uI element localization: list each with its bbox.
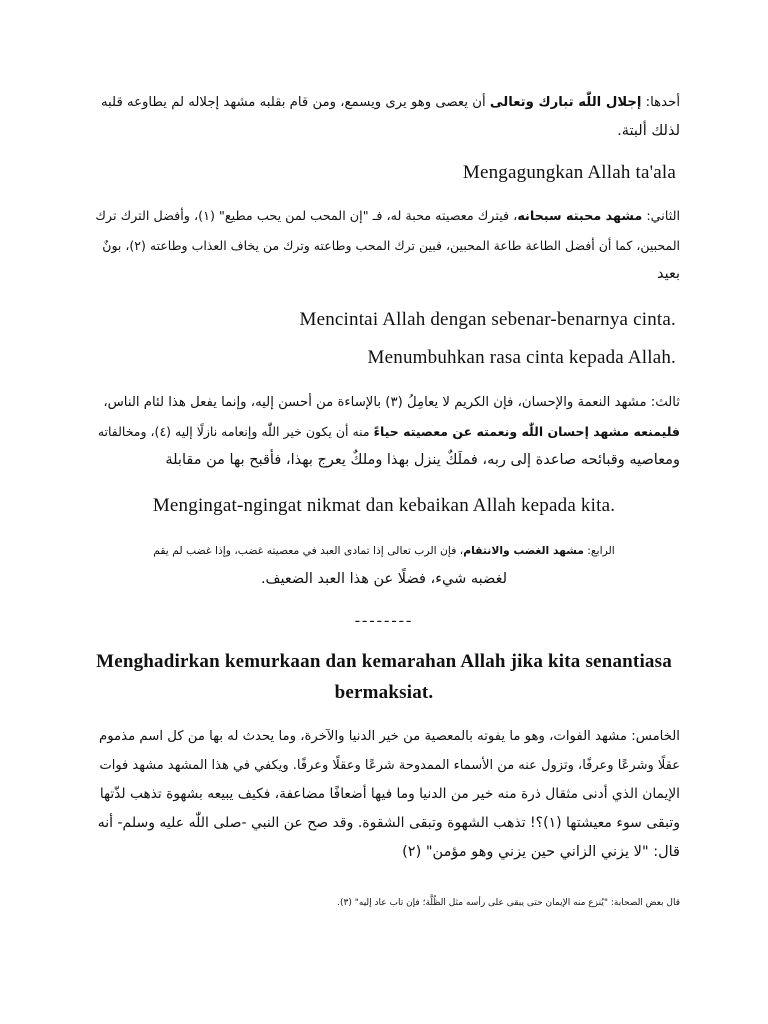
arabic-paragraph-second — [0, 202, 768, 289]
bold-phrase: مشهد الغضب والانتقام — [463, 544, 584, 557]
text-line: ومعاصيه وقبائحه صاعدة إلى ربه، فملَكٌ ينزل بهذا وملكٌ يعرج بهذا، فأقبح بها من مقابلة — [165, 452, 680, 468]
translation-heading-5-line2: bermaksiat. — [334, 682, 434, 703]
text-span: أن يعصى وهو يرى ويسمع، ومن قام بقلبه مشهد إجلاله لم يطاوعه قلبه — [100, 95, 490, 110]
text-span: منه أن يكون خير اللّٰه وإنعامه نازلًا إليه (٤)، ومخالفاته — [97, 424, 374, 439]
text-line: لذلك ألبتة. — [617, 123, 680, 139]
text-line — [95, 202, 680, 231]
text-span: ، فإن الرب تعالى إذا تمادى العبد في معصيته غضب، وإذا غضب لم يقم — [153, 544, 464, 557]
text-line: الخامس: مشهد الفوات، وهو ما يفوته بالمعصية من خير الدنيا والآخرة، وما يحدث له بها من كل اسم مذموم — [99, 729, 680, 744]
bold-phrase: فليمنعه مشهد إحسان اللّٰه ونعمته عن معصيته حياءً — [373, 424, 680, 439]
arabic-paragraph-first — [0, 88, 768, 146]
translation-heading-2: Mencintai Allah dengan sebenar-benarnya cinta. — [299, 309, 676, 330]
text-span: الرابع: — [583, 544, 615, 557]
text-line: المحبين، كما أن أفضل الطاعة طاعة المحبين، فبين ترك المحب وطاعته وترك من يخاف العذاب وطاعته (٢)، بونٌ — [102, 238, 680, 253]
text-line: الإيمان الذي أدنى مثقال ذرة منه خير من الدنيا وما فيها أضعافًا مضاعفة، فكيف يبيعه بشهوة تذهب لذّتها — [99, 786, 680, 802]
text-line — [150, 536, 618, 565]
arabic-paragraph-fifth — [0, 722, 768, 867]
translation-heading-3: Menumbuhkan rasa cinta kepada Allah. — [367, 347, 676, 368]
arabic-paragraph-third — [0, 388, 768, 475]
text-span: أحدها: — [641, 95, 680, 110]
bold-phrase: إجلال اللّٰه تبارك وتعالى — [489, 95, 642, 110]
text-line: عقلًا وشرعًا وعرفًا، وتزول عنه من الأسماء الممدوحة شرعًا وعقلًا وعرفًا. ويكفي في هذا المشهد مشهد فوات — [99, 758, 680, 773]
bold-phrase: مشهد محبته سبحانه — [517, 209, 643, 224]
text-span: الثاني: — [642, 209, 680, 224]
arabic-quote-line: قال بعض الصحابة: "يُنزع منه الإيمان حتى يبقى على رأسه مثل الظُلَّة؛ فإن تاب عاد إليه" (٣). — [337, 898, 680, 908]
translation-heading-4: Mengingat-ngingat nikmat dan kebaikan Allah kepada kita. — [152, 495, 616, 516]
translation-heading-5-line1: Menghadirkan kemurkaan dan kemarahan Allah jika kita senantiasa — [96, 651, 672, 672]
text-line — [95, 417, 680, 446]
text-line: بعيد — [656, 266, 680, 282]
text-line: ثالث: مشهد النعمة والإحسان، فإن الكريم لا يعامِلُ (٣) بالإساءة من أحسن إليه، وإنما يفعل هذا لئام الناس، — [103, 395, 680, 410]
text-line: وتبقى سوء معيشتها (١)؟! تذهب الشهوة وتبقى الشقوة. وقد صح عن النبي -صلى اللّٰه عليه وسلم- أنه — [97, 815, 680, 831]
text-line — [95, 88, 680, 117]
text-span: ، فيترك معصيته محبة له، فـ "إن المحب لمن يحب مطيع" (١)، وأفضل الترك ترك — [95, 209, 518, 224]
arabic-paragraph-fourth — [0, 536, 768, 594]
text-line: قال: "لا يزني الزاني حين يزني وهو مؤمن" (٢) — [402, 844, 680, 860]
text-line: لغضبه شيء، فضلًا عن هذا العبد الضعيف. — [260, 571, 508, 587]
separator-dashes: -------- — [354, 612, 414, 629]
translation-heading-1: Mengagungkan Allah ta'ala — [462, 162, 676, 183]
